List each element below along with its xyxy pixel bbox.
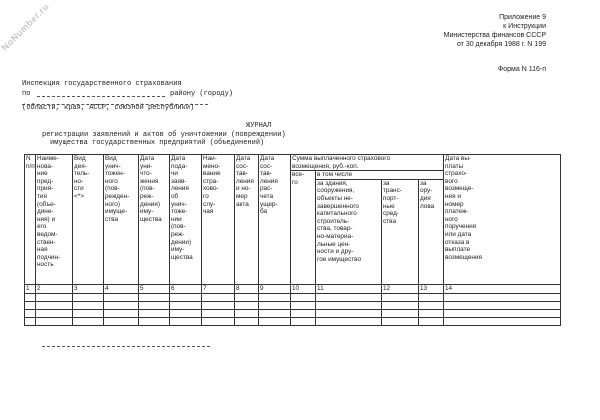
- header-act-date: Дата сос- тав- ления и но- мер акта: [235, 155, 259, 285]
- appendix-header: [444, 13, 546, 49]
- journal-subtitle-2: имущества государственных предприятий (объединений): [50, 139, 265, 147]
- header-buildings: за здания, сооружения, объекты не- завершенного капитального строитель- ства, товар- но-материа- льные цен- ности и дру- гое имущество: [316, 179, 382, 284]
- header-enterprise: Наиме- нова- ние пред- прия- тия (объе- дине- ния) и его ведом- ствен- ная подчин- ность: [36, 155, 73, 285]
- col-number: 10: [291, 284, 316, 293]
- col-number: 14: [444, 284, 561, 293]
- col-number: 3: [73, 284, 104, 293]
- header-destruction-date: Дата уни- что- жения (пов- реж- дения) иму- щества: [139, 155, 170, 285]
- journal-title: ЖУРНАЛ: [246, 122, 272, 130]
- header-transport: за транс- порт- ные сред- ства: [382, 179, 419, 284]
- header-calc-date: Дата сос- тав- ления рас- чета ущер- ба: [259, 155, 291, 285]
- header-num: N п/п: [25, 155, 36, 285]
- instruction-line: к Инструкции: [503, 23, 546, 30]
- watermark-text: NoNumber.ru: [0, 1, 51, 53]
- region-label: (области, края, АССР, союзной республики): [22, 104, 195, 112]
- col-number: 7: [202, 284, 235, 293]
- journal-table: [24, 154, 561, 326]
- ministry-line: Министерства финансов СССР: [443, 32, 546, 39]
- district-blank: [37, 96, 165, 97]
- header-property-type: Вид унич- тожен- ного (пов- режден- ного) имуще- ства: [104, 155, 139, 285]
- footnote-separator: [42, 346, 210, 347]
- header-total: все- го: [291, 171, 316, 285]
- col-number: 13: [419, 284, 444, 293]
- district-label: району (городу): [170, 90, 234, 98]
- journal-subtitle-1: регистрации заявлений и актов об уничтожении (повреждении): [42, 131, 286, 139]
- header-including: в том числе: [316, 171, 444, 180]
- header-fishing-gear: за ору- дия лова: [419, 179, 444, 284]
- appendix-line: Приложение 9: [499, 14, 546, 21]
- col-number: 1: [25, 284, 36, 293]
- col-number: 12: [382, 284, 419, 293]
- header-payment-date: Дата вы- платы страхо- вого возмеще- ния и номер платеж- ного поручения или дата отказа в выплате возмещения: [444, 155, 561, 285]
- inspection-title: Инспекция государственного страхования: [22, 80, 182, 88]
- col-number: 5: [139, 284, 170, 293]
- date-line: от 30 декабря 1988 г. N 199: [456, 41, 546, 48]
- form-number: Форма N 116-п: [497, 66, 546, 73]
- header-activity: Вид дея- тель- но- сти <*>: [73, 155, 104, 285]
- header-insured-event: Наи- мено- вание стра- хово- го слу- чая: [202, 155, 235, 285]
- col-number: 2: [36, 284, 73, 293]
- po-label: по: [22, 90, 31, 98]
- col-number: 11: [316, 284, 382, 293]
- table-row: [25, 293, 561, 301]
- col-number: 6: [170, 284, 202, 293]
- header-sum: Сумма выплаченного страхового возмещения, руб.-коп.: [291, 155, 444, 171]
- table-row: [25, 309, 561, 317]
- col-number: 8: [235, 284, 259, 293]
- table-row: [25, 301, 561, 309]
- col-number: 4: [104, 284, 139, 293]
- col-number: 9: [259, 284, 291, 293]
- header-application-date: Дата пода- чи заяв- ления об унич- тоже- нии (пов- реж- дении) иму- щества: [170, 155, 202, 285]
- table-row: [25, 317, 561, 325]
